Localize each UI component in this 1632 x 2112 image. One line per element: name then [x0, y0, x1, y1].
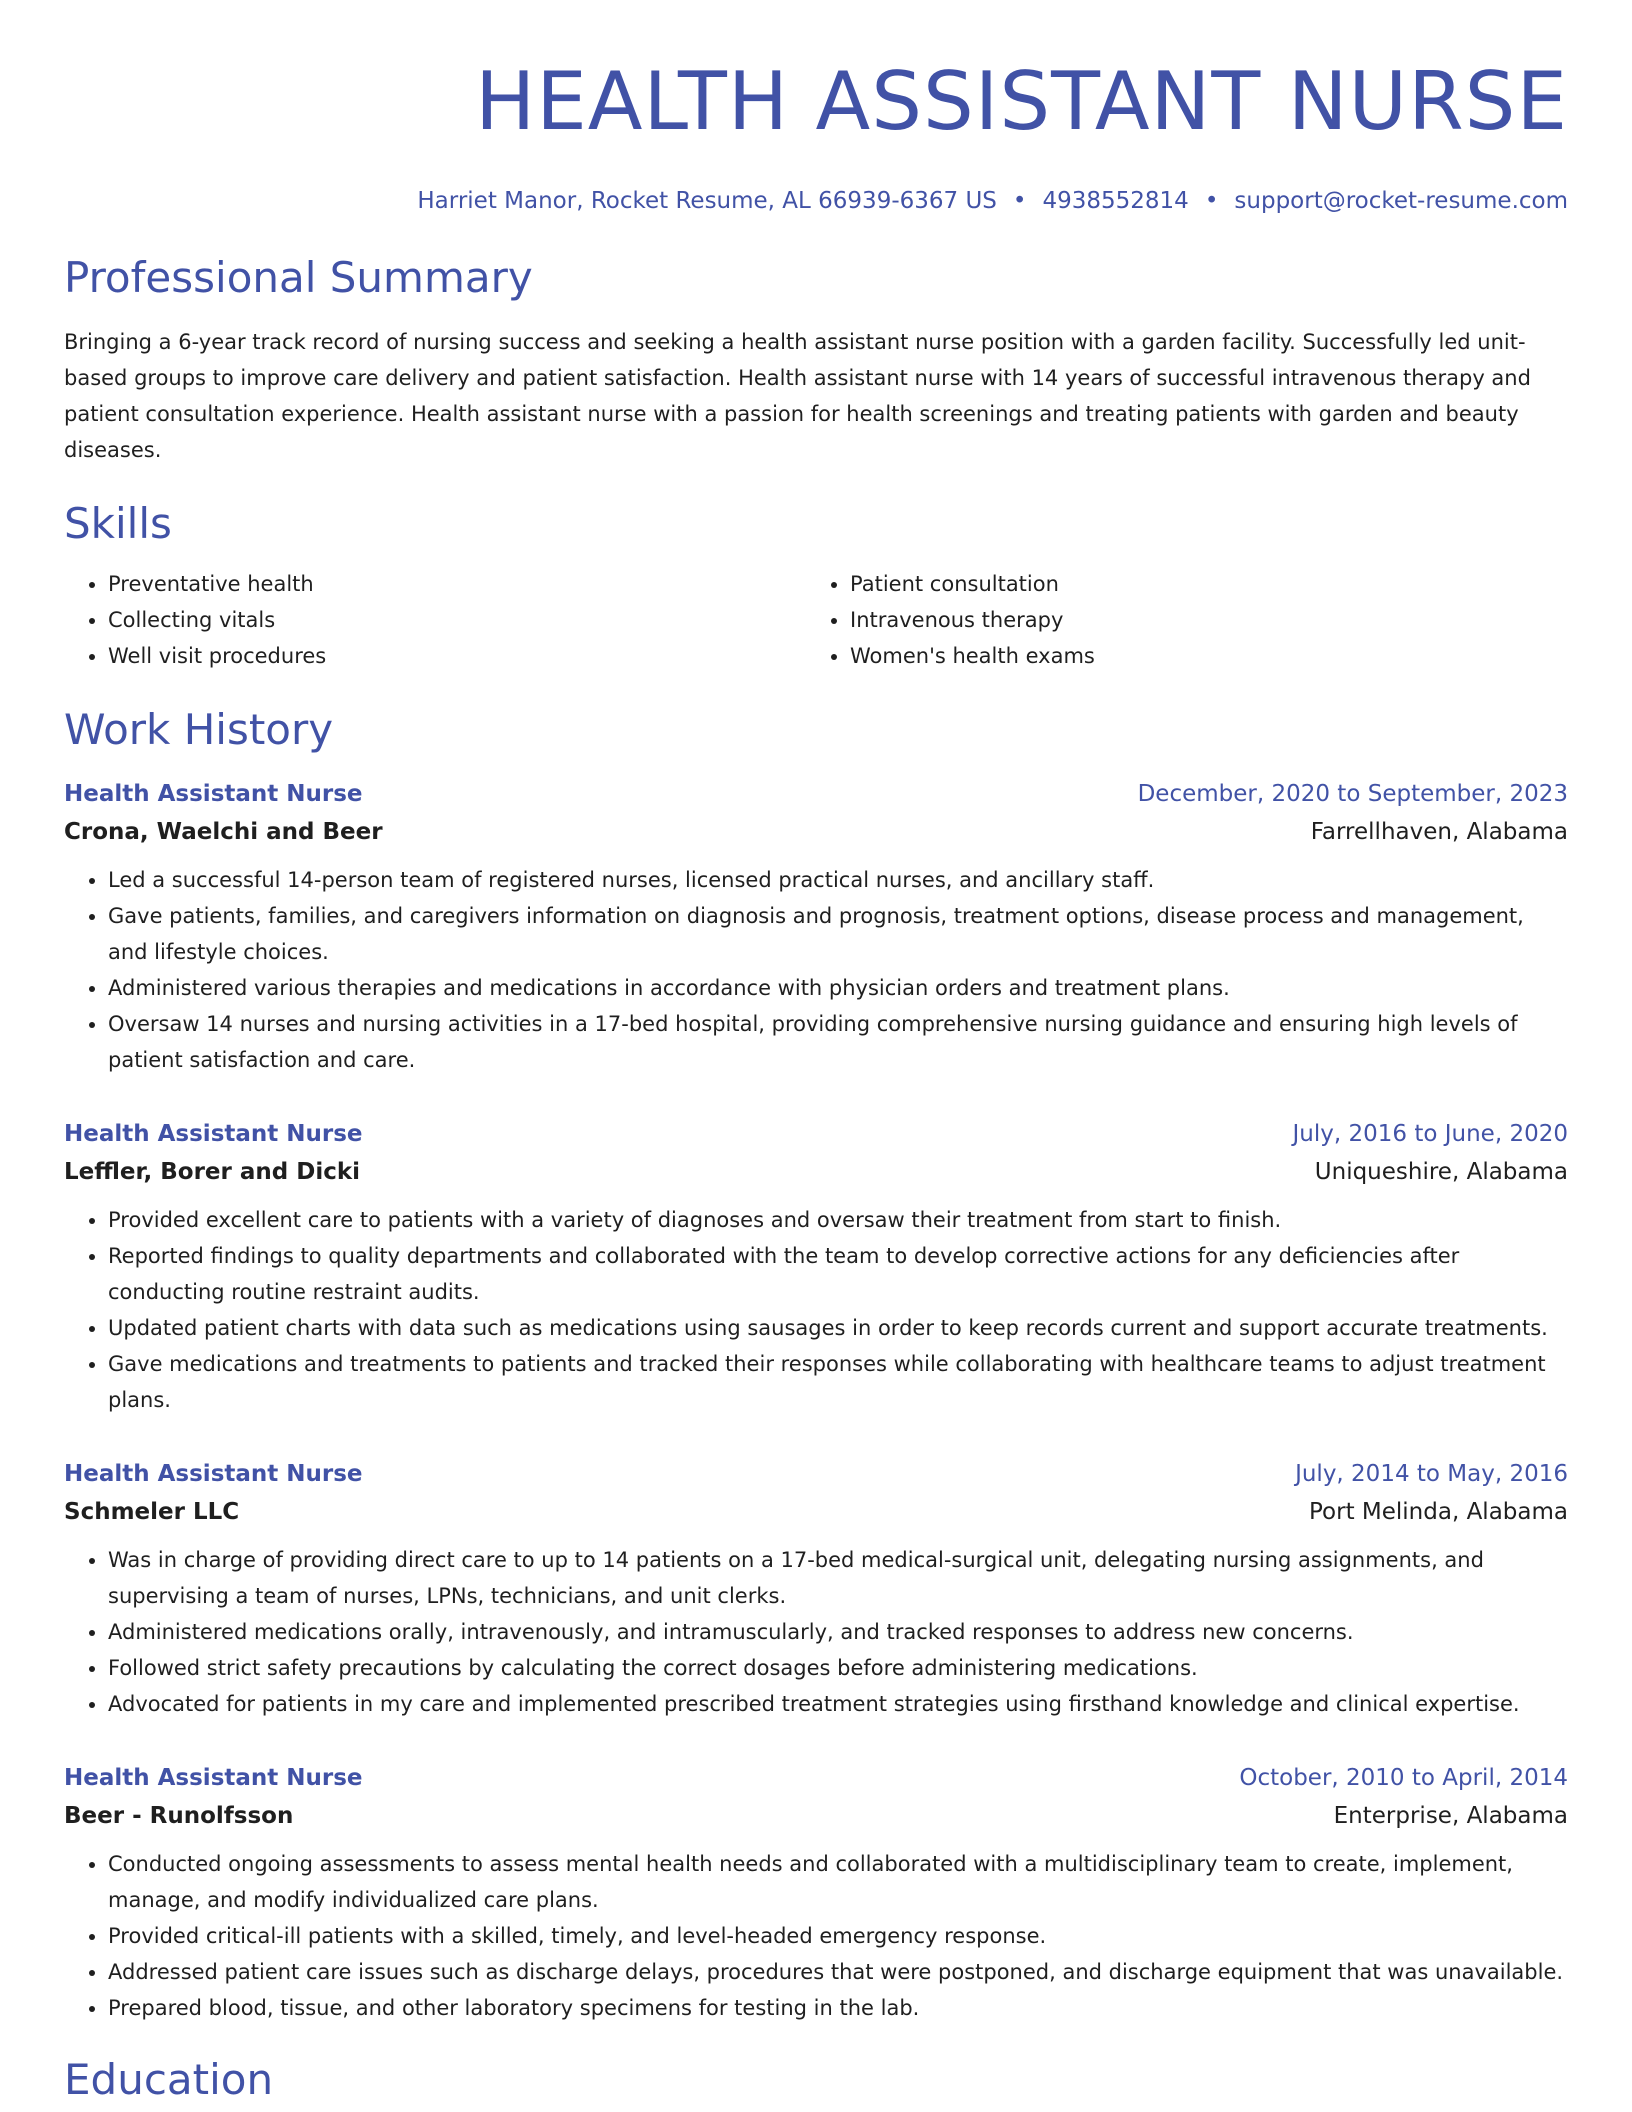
duty-item: • Gave medications and treatments to patients and tracked their responses while collaborating with healthcare teams to adjust treatment plans. [108, 1346, 1568, 1418]
job-entry [64, 1456, 1568, 1722]
job-duties [64, 862, 1568, 1078]
job-title: Health Assistant Nurse [64, 781, 363, 807]
duty-item: • Gave patients, families, and caregivers information on diagnosis and prognosis, treatment options, disease process and management, and lifestyle choices. [108, 898, 1568, 970]
duty-item: • Prepared blood, tissue, and other laboratory specimens for testing in the lab. [108, 1990, 1568, 2026]
skill-item: • Collecting vitals [108, 602, 806, 638]
summary-text: Bringing a 6-year track record of nursing success and seeking a health assistant nurse position with a garden facility. Successfully led unit-based groups to improve care delivery and patient satisfaction. Health assistant nurse with 14 years of successful intravenous therapy and patient consultation experience. Health assistant nurse with a passion for health screenings and treating patients with garden and beauty diseases. [64, 330, 1531, 462]
duty-item: • Conducted ongoing assessments to assess mental health needs and collaborated with a multidisciplinary team to create, implement, manage, and modify individualized care plans. [108, 1846, 1568, 1918]
duty-item: • Updated patient charts with data such as medications using sausages in order to keep records current and support accurate treatments. [108, 1310, 1568, 1346]
job-location: Uniqueshire, Alabama [1314, 1159, 1568, 1185]
duty-item: • Oversaw 14 nurses and nursing activities in a 17-bed hospital, providing comprehensive nursing guidance and ensuring high levels of patient satisfaction and care. [108, 1006, 1568, 1078]
job-duties [64, 1202, 1568, 1418]
skill-item: • Preventative health [108, 566, 806, 602]
duty-item: • Was in charge of providing direct care to up to 14 patients on a 17-bed medical-surgical unit, delegating nursing assignments, and supervising a team of nurses, LPNs, technicians, and unit clerks. [108, 1542, 1568, 1614]
job-title: Health Assistant Nurse [64, 1461, 363, 1487]
section-title-summary: Professional Summary [64, 253, 533, 302]
skills-column-right [806, 566, 1548, 674]
contact-phone: 4938552814 [1042, 188, 1189, 214]
job-dates: October, 2010 to April, 2014 [1239, 1765, 1568, 1791]
skill-item: • Well visit procedures [108, 638, 806, 674]
skill-item: • Patient consultation [850, 566, 1548, 602]
section-title-education: Education [64, 2055, 274, 2104]
job-location: Enterprise, Alabama [1333, 1803, 1568, 1829]
duty-item: • Reported findings to quality departments and collaborated with the team to develop corrective actions for any deficiencies after conducting routine restraint audits. [108, 1238, 1568, 1310]
job-duties [64, 1542, 1568, 1722]
duty-item: • Led a successful 14-person team of registered nurses, licensed practical nurses, and ancillary staff. [108, 862, 1568, 898]
skills-column-left [64, 566, 806, 674]
job-company: Leffler, Borer and Dicki [64, 1159, 361, 1185]
job-company: Beer - Runolfsson [64, 1803, 294, 1829]
job-dates: July, 2016 to June, 2020 [1292, 1121, 1568, 1147]
skill-item: • Intravenous therapy [850, 602, 1548, 638]
duty-item: • Provided critical-ill patients with a skilled, timely, and level-headed emergency response. [108, 1918, 1568, 1954]
section-title-work-history: Work History [64, 705, 334, 754]
job-duties [64, 1846, 1568, 2026]
job-dates: December, 2020 to September, 2023 [1137, 781, 1568, 807]
duty-item: • Addressed patient care issues such as discharge delays, procedures that were postponed, and discharge equipment that was unavailable. [108, 1954, 1568, 1990]
contact-separator: • [1204, 188, 1219, 214]
job-title: Health Assistant Nurse [64, 1765, 363, 1791]
contact-email: support@rocket-resume.com [1234, 188, 1568, 214]
job-dates: July, 2014 to May, 2016 [1295, 1461, 1568, 1487]
job-company: Crona, Waelchi and Beer [64, 819, 383, 845]
contact-address: Harriet Manor, Rocket Resume, AL 66939-6367 US [417, 188, 997, 214]
job-entry [64, 1116, 1568, 1418]
job-entry [64, 776, 1568, 1078]
section-title-skills: Skills [64, 499, 172, 548]
duty-item: • Advocated for patients in my care and implemented prescribed treatment strategies using firsthand knowledge and clinical expertise. [108, 1686, 1568, 1722]
job-entry [64, 1760, 1568, 2026]
contact-line [64, 186, 1568, 216]
job-company: Schmeler LLC [64, 1499, 240, 1525]
duty-item: • Administered various therapies and medications in accordance with physician orders and treatment plans. [108, 970, 1568, 1006]
skill-item: • Women's health exams [850, 638, 1548, 674]
duty-item: • Followed strict safety precautions by calculating the correct dosages before administering medications. [108, 1650, 1568, 1686]
skills-list [64, 566, 1568, 674]
job-title: Health Assistant Nurse [64, 1121, 363, 1147]
resume-name: HEALTH ASSISTANT NURSE [475, 55, 1568, 148]
job-location: Farrellhaven, Alabama [1310, 819, 1568, 845]
duty-item: • Provided excellent care to patients with a variety of diagnoses and oversaw their treatment from start to finish. [108, 1202, 1568, 1238]
contact-separator: • [1012, 188, 1027, 214]
duty-item: • Administered medications orally, intravenously, and intramuscularly, and tracked responses to address new concerns. [108, 1614, 1568, 1650]
job-location: Port Melinda, Alabama [1309, 1499, 1568, 1525]
